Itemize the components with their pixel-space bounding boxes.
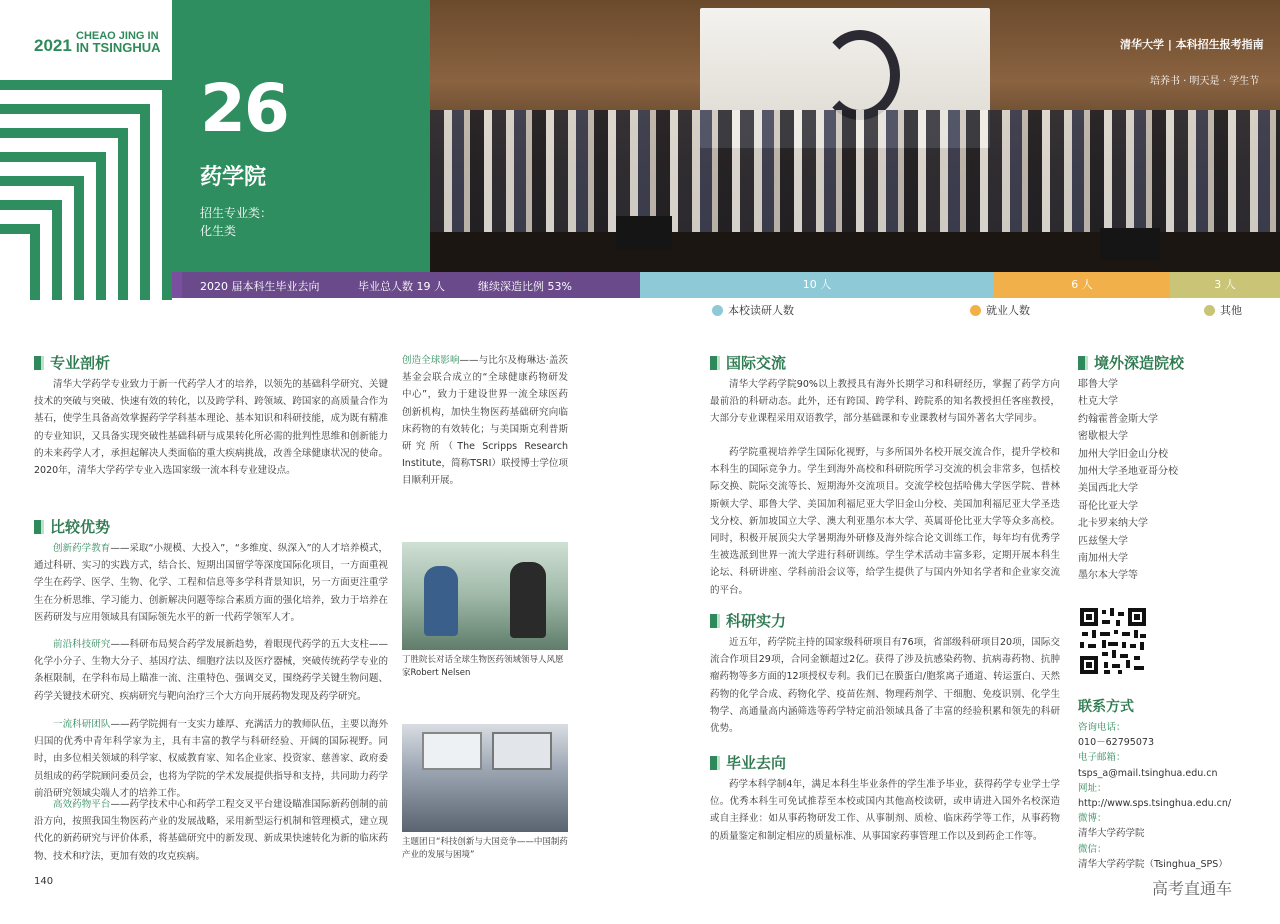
school-item: 加州大学旧金山分校 — [1078, 448, 1168, 460]
section-marker-icon — [34, 520, 44, 534]
person-figure — [424, 566, 458, 636]
school-item: 美国西北大学 — [1078, 483, 1138, 495]
section-title: 专业剖析 — [50, 354, 111, 372]
stats-label-block — [172, 272, 640, 298]
person-figure — [510, 562, 546, 638]
stripe-graphic — [0, 60, 172, 300]
contact-weibo: 清华大学药学院 — [1078, 828, 1145, 840]
section-heading-advantages — [34, 516, 110, 537]
advantage-lead-3: 一流科研团队 — [53, 719, 111, 730]
photo-title: 清华大学 | 本科招生报考指南 — [1120, 38, 1264, 51]
screen-board — [492, 732, 552, 770]
analysis-paragraph: 清华大学药学专业致力于新一代药学人才的培养，以领先的基础科学研究、关键技术的突破与突破、快速有效的转化，以及跨学科、跨领域、跨国家的高质量合作为基石，使学生具备高效掌握药学学科基本理论、基本知识和科研技能，成为既有精准的专业知识，又具备实现突破性基础科研与成果转化所必需的批判性思维和创新能力的未来药学人才，承担起解决人类面临的重大疾病挑战，改善全球健康状况的使命。2020年，清华大学药学专业入选国家级一流本科专业建设点。 — [34, 379, 388, 477]
section-title: 比较优势 — [50, 518, 111, 536]
legend-dot-icon — [1204, 305, 1215, 316]
legend-label: 就业人数 — [986, 304, 1030, 317]
school-item: 北卡罗来纳大学 — [1078, 518, 1148, 530]
research-paragraph: 近五年，药学院主持的国家级科研项目有76项，省部级科研项目20项，国际交流合作项目29项，合同金额超过2亿。获得了涉及抗感染药物、抗病毒药物、抗肿瘤药物等多方面的12项授权专利。我们已在膜蛋白/胞浆离子通道、转运蛋白、天然药物的化学合成、药物化学、疫苗佐剂、物理药剂学、干细胞、免疫识别、化学生物学、高通量高内涵筛选等药学特定前沿领域具备了丰富的经验积累和领先的科研优势。 — [710, 637, 1060, 735]
group-photo — [430, 0, 1280, 272]
global-impact-lead: 创造全球影响 — [402, 355, 460, 366]
graduation-paragraph: 药学本科学制4年，满足本科生毕业条件的学生准予毕业，获得药学专业学士学位。优秀本科生可免试推荐至本校或国内其他高校读研，或申请进入国外名校深造或自主择业：如从事药物研发工作、从事制剂、质检、临床药学等工作，从事药物的质量鉴定和制定相应的质量标准、从事国家药事管理工作以及到药企工作等。 — [710, 779, 1060, 842]
legend-dot-icon — [970, 305, 981, 316]
major-label: 招生专业类： — [200, 206, 273, 220]
school-item: 哥伦比亚大学 — [1078, 500, 1138, 512]
major-value: 化生类 — [200, 224, 237, 238]
section-marker-icon — [710, 356, 720, 370]
segment-other: 3 人 — [1170, 272, 1280, 298]
dialogue-photo — [402, 542, 568, 650]
advantage-paragraph-4 — [34, 796, 388, 865]
section-marker-icon — [710, 614, 720, 628]
photo-subtitle: 培养书 · 明天是 · 学生节 — [1150, 76, 1260, 87]
section-heading-overseas — [1078, 352, 1184, 373]
speaker-right — [1100, 228, 1160, 260]
advantage-text-2: ——科研布局契合药学发展新趋势，着眼现代药学的五大支柱——化学小分子、生物大分子、基因疗法、细胞疗法以及医疗器械，突破传统药学专业的条框限制，在学科布局上瞄准一流、注重特色、强调交叉，围绕药学关键生物问题、药学关键技术研究、疾病研究与靶向治疗三个大方向开展药物发现及药学研究。 — [34, 639, 388, 702]
year-label: 2021 — [34, 36, 72, 55]
international-paragraph-1: 清华大学药学院90%以上教授具有海外长期学习和科研经历，掌握了药学方向最前沿的科研动态。此外，还有跨国、跨学科、跨院系的知名教授担任客座教授，大部分专业课程采用双语教学，部分基础课和专业课教材与国外著名大学同步。 — [710, 379, 1060, 425]
advantage-paragraph-2 — [34, 636, 388, 705]
contact-phone: 010－62795073 — [1078, 737, 1154, 749]
screen-board — [422, 732, 482, 770]
section-title: 毕业去向 — [726, 754, 787, 772]
contact-wechat: 清华大学药学院（Tsinghua_SPS） — [1078, 858, 1228, 870]
school-number: 26 — [200, 70, 288, 147]
school-item: 密歇根大学 — [1078, 431, 1128, 443]
advantage-paragraph-3 — [34, 716, 388, 802]
advantage-lead-1: 创新药学教育 — [53, 543, 111, 554]
school-item: 加州大学圣地亚哥分校 — [1078, 466, 1178, 478]
legend-label: 其他 — [1220, 304, 1242, 317]
legend-grad-school — [712, 302, 794, 318]
watermark-text: 高考直通车 — [1152, 879, 1233, 898]
qr-code-icon[interactable] — [1078, 606, 1148, 676]
section-heading-international — [710, 352, 786, 373]
section-title: 境外深造院校 — [1094, 354, 1185, 372]
advantage-lead-2: 前沿科技研究 — [53, 639, 111, 650]
overseas-school-list — [1078, 376, 1178, 585]
speaker-left — [616, 216, 672, 250]
advantage-text-4: ——药学技术中心和药学工程交叉平台建设瞄准国际新药创制的前沿方向，按照我国生物医药产业的发展战略，采用新型运行机制和管理模式，建立现代化的新药研究与评价体系，将基础研究中的新发现、新成果快速转化为新的临床药物、技术和疗法，更加有效的攻克疾病。 — [34, 799, 388, 862]
contact-key-email: 电子邮箱： — [1078, 752, 1126, 764]
legend-dot-icon — [712, 305, 723, 316]
international-paragraph-2: 药学院重视培养学生国际化视野，与多所国外名校开展交流合作，提升学校和本科生的国际竞争力。学生到海外高校和科研院所学习交流的机会非常多，包括校际交换、院际交流等长、短期海外交流项目。交流学校包括哈佛大学医学院、普林斯顿大学、耶鲁大学、美国加利福尼亚大学旧金山分校、美国加利福尼亚大学圣迭戈分校、新加坡国立大学、澳大利亚墨尔本大学、英属哥伦比亚大学等众多高校。同时，积极开展顶尖大学暑期海外研修及海外综合论文训练工作，每年均有优秀学生被选派到世界一流大学进行科研训练。学生学术活动丰富多彩，定期开展本科生论坛、科研讲座、学科前沿会议等，给学生提供了与国内外知名学者和企业家交流的平台。 — [710, 447, 1060, 596]
legend-other — [1204, 302, 1242, 318]
school-item: 墨尔本大学等 — [1078, 570, 1138, 582]
contact-key-weibo: 微博： — [1078, 813, 1107, 825]
contact-key-website: 网址： — [1078, 782, 1107, 794]
contact-heading: 联系方式 — [1078, 699, 1134, 715]
section-title: 科研实力 — [726, 612, 787, 630]
advantage-text-3: ——药学院拥有一支实力雄厚、充满活力的教师队伍，主要以海外归国的优秀中青年科学家为主，具有丰富的教学与科研经验、开阔的国际视野。同时，由多位相关领域的科学家、权威教育家、知名企业家、投资家、慈善家、政府委员组成的药学院顾问委员会，也将为学院的学术发展提供指导和支持，共同助力药学前沿研究领域尖端人才的培养工作。 — [34, 719, 388, 799]
contact-key-phone: 咨询电话： — [1078, 722, 1126, 733]
brand-line-1: CHEAO JING IN — [76, 30, 159, 42]
stats-accent — [172, 272, 182, 298]
brand-logo — [76, 30, 161, 54]
advantage-lead-4: 高效药物平台 — [53, 799, 111, 810]
section-heading-graduation — [710, 752, 786, 773]
contact-key-wechat: 微信： — [1078, 843, 1107, 855]
global-impact-text: ——与比尔及梅琳达·盖茨基金会联合成立的“全球健康药物研发中心”，致力于建设世界一流全球医药创新机构，加快生物医药基础研究向临床药物的有效转化；与美国斯克利普斯研究所（The Scripps Research Institute，简称TSRI）联授博士学位项目顺利开展。 — [402, 355, 568, 487]
section-marker-icon — [1078, 356, 1088, 370]
school-item: 南加州大学 — [1078, 553, 1128, 565]
moon-graphic — [820, 30, 900, 120]
segment-employment: 6 人 — [994, 272, 1170, 298]
contact-block — [1078, 720, 1231, 872]
section-heading-analysis — [34, 352, 110, 373]
brand-line-2: IN TSINGHUA — [76, 40, 161, 55]
school-item: 耶鲁大学 — [1078, 379, 1118, 390]
section-marker-icon — [710, 756, 720, 770]
section-title: 国际交流 — [726, 354, 787, 372]
segment-grad-school: 10 人 — [640, 272, 994, 298]
school-name: 药学院 — [200, 165, 267, 190]
stats-legend — [172, 300, 1280, 320]
school-item: 杜克大学 — [1078, 396, 1118, 408]
stats-ratio: 继续深造比例 53% — [478, 280, 572, 293]
advantage-paragraph-1 — [34, 540, 388, 626]
graduation-stats-bar — [172, 272, 1280, 298]
stats-total: 毕业总人数 19 人 — [358, 280, 445, 293]
stats-label: 2020 届本科生毕业去向 — [200, 280, 320, 293]
page-number: 140 — [34, 876, 54, 887]
school-item: 匹兹堡大学 — [1078, 535, 1128, 547]
section-heading-research — [710, 610, 786, 631]
crowd-graphic — [430, 110, 1280, 240]
classroom-photo-caption: 主题团日“科技创新与大国竞争——中国制药产业的发展与困境” — [402, 837, 568, 860]
school-item: 约翰霍普金斯大学 — [1078, 413, 1158, 425]
contact-email-link[interactable]: tsps_a@mail.tsinghua.edu.cn — [1078, 767, 1218, 779]
dialogue-photo-caption: 丁胜院长对话全球生物医药领域领导人风愿家Robert Nelsen — [402, 655, 564, 678]
section-marker-icon — [34, 356, 44, 370]
global-impact-paragraph — [402, 352, 568, 490]
legend-label: 本校读研人数 — [728, 304, 794, 317]
legend-employment — [970, 302, 1030, 318]
contact-website-link[interactable]: http://www.sps.tsinghua.edu.cn/ — [1078, 798, 1232, 810]
advantage-text-1: ——采取“小规模、大投入”，“多维度、纵深入”的人才培养模式，通过科研、实习的实践方式，结合长、短期出国留学等深度国际化项目，一方面重视学生在药学、医学、生物、化学、工程和信息等多学科背景知识，另一方面更注重学生在分析思维、学习能力、创新解决问题等综合素质方面的强化培养，致力于培养在医药研发与应用领域具有国际领先水平的新一代药学领军人才。 — [34, 543, 388, 623]
classroom-photo — [402, 724, 568, 832]
